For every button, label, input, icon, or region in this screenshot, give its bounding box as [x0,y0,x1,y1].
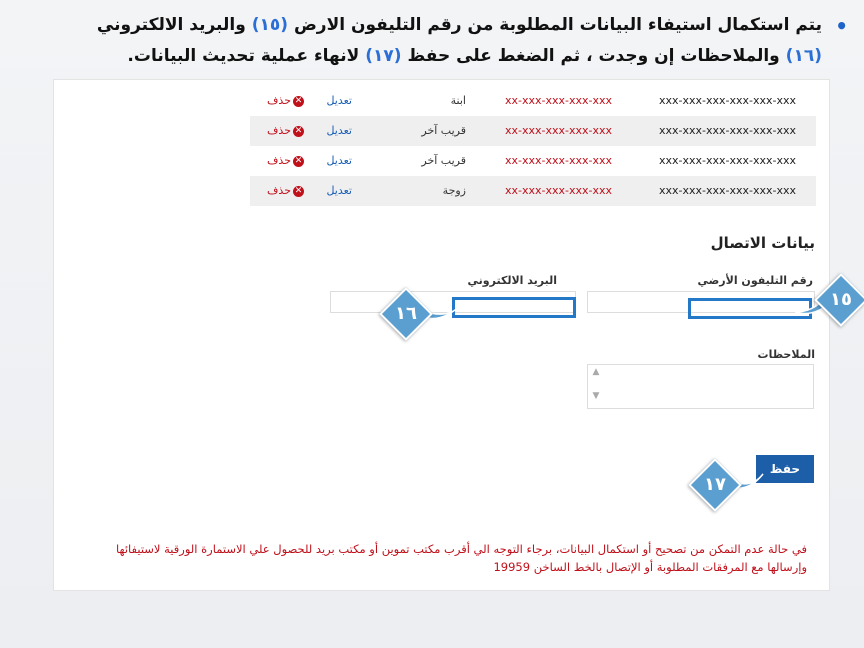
relation-cell: قريب آخر [421,154,466,167]
instruction-part: لانهاء عملية تحديث البيانات. [127,46,360,66]
callout-15-label: ١٥ [830,289,852,310]
phone-cell: xx-xxx-xxx-xxx-xxx [504,124,612,137]
national-id-cell: xxx-xxx-xxx-xxx-xxx-xxx [658,154,796,167]
edit-link[interactable]: تعديل [326,154,352,167]
callout-16-label: ١٦ [395,303,417,324]
delete-label: حذف [267,184,291,197]
edit-link[interactable]: تعديل [326,184,352,197]
instruction-ref-17: (١٧) [365,46,402,66]
notes-label: الملاحظات [757,348,815,361]
relation-cell: زوجة [442,184,466,197]
relation-cell: ابنة [450,94,466,107]
delete-link[interactable] [267,116,304,146]
phone-cell: xx-xxx-xxx-xxx-xxx [504,154,612,167]
delete-x-icon: ✕ [294,125,303,136]
relation-cell: قريب آخر [421,124,466,137]
phone-cell: xx-xxx-xxx-xxx-xxx [504,94,612,107]
national-id-cell: xxx-xxx-xxx-xxx-xxx-xxx [658,124,796,137]
edit-link[interactable]: تعديل [326,94,352,107]
delete-link[interactable] [267,176,304,206]
notes-textarea[interactable] [587,364,814,409]
delete-x-icon: ✕ [294,185,303,196]
delete-x-icon: ✕ [294,95,303,106]
help-note: في حالة عدم التمكن من تصحيح أو استكمال البيانات، برجاء التوجه الي أقرب مكتب تموين أو مكتب بريد للحصول علي الاستمارة الورقية لاستيفائها وإرسالها مع المرفقات المطلوبة أو الإتصال بالخط الساخن 19959 [116,542,807,574]
table-row [250,86,816,116]
delete-label: حذف [267,94,291,107]
instruction-ref-15: (١٥) [251,15,289,35]
instruction-text [62,10,822,72]
national-id-cell: xxx-xxx-xxx-xxx-xxx-xxx [658,94,796,107]
form-panel [53,79,830,591]
delete-label: حذف [267,154,291,167]
scroll-down-icon[interactable]: ▼ [592,391,600,401]
delete-label: حذف [267,124,291,137]
table-row [250,146,816,176]
national-id-cell: xxx-xxx-xxx-xxx-xxx-xxx [658,184,796,197]
instruction-ref-16: (١٦) [785,46,822,66]
bullet-icon: • [835,14,848,38]
instruction-part: والبريد الالكتروني [96,15,246,35]
edit-link[interactable]: تعديل [326,124,352,137]
callout-15 [822,281,862,321]
instruction-part: والملاحظات إن [654,46,780,66]
table-row [250,176,816,206]
landline-highlight [688,298,812,319]
email-highlight [452,297,576,318]
section-title: بيانات الاتصال [710,234,815,252]
scroll-up-icon[interactable]: ▲ [592,367,600,377]
instruction-part: يتم استكمال استيفاء البيانات المطلوبة من رقم التليفون الارض [293,15,822,35]
delete-link[interactable] [267,86,304,116]
callout-17-label: ١٧ [704,474,726,495]
callout-16 [387,295,427,335]
landline-label: رقم التليفون الأرضي [697,274,813,287]
callout-17 [696,466,736,506]
phone-cell: xx-xxx-xxx-xxx-xxx [504,184,612,197]
email-label: البريد الالكتروني [467,274,557,287]
table-row [250,116,816,146]
instruction-part: وجدت ، ثم الضغط على حفظ [407,46,649,66]
delete-x-icon: ✕ [294,155,303,166]
save-button[interactable]: حفظ [756,455,814,483]
delete-link[interactable] [267,146,304,176]
